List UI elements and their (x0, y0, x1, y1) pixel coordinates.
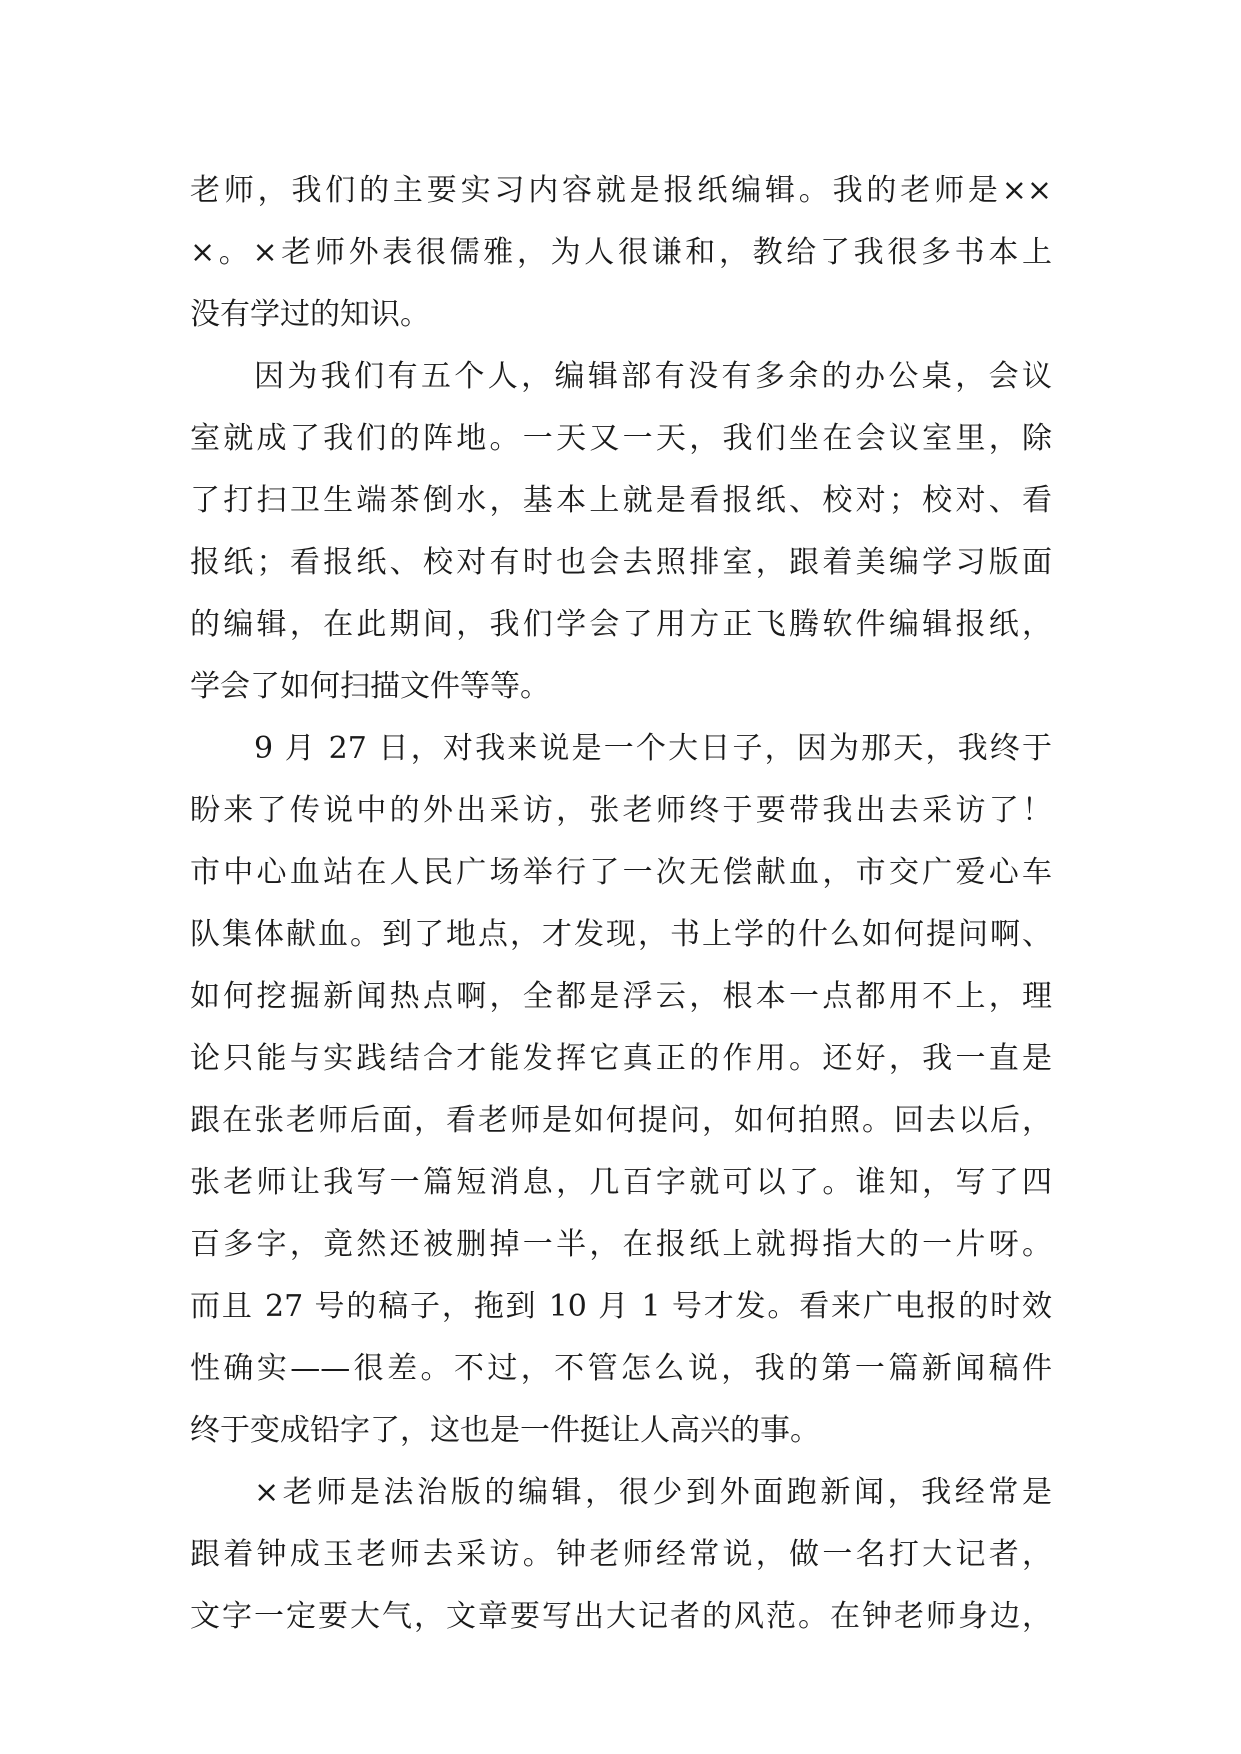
text-line: 而且 27 号的稿子，拖到 10 月 1 号才发。看来广电报的时效 (190, 1289, 1052, 1324)
text-line: ×老师是法治版的编辑，很少到外面跑新闻，我经常是 (254, 1475, 1052, 1510)
text-line: 学会了如何扫描文件等等。 (190, 669, 550, 704)
paragraph-3 (190, 718, 1052, 1462)
text-line: 了打扫卫生端茶倒水，基本上就是看报纸、校对；校对、看 (190, 483, 1052, 518)
text-line: 老师，我们的主要实习内容就是报纸编辑。我的老师是×× (190, 173, 1052, 208)
text-line: 盼来了传说中的外出采访，张老师终于要带我出去采访了！ (190, 793, 1052, 828)
text-line: 的编辑，在此期间，我们学会了用方正飞腾软件编辑报纸， (190, 607, 1052, 642)
text-line: 市中心血站在人民广场举行了一次无偿献血，市交广爱心车 (190, 855, 1052, 890)
text-line: 跟在张老师后面，看老师是如何提问，如何拍照。回去以后， (190, 1103, 1052, 1138)
document-body (190, 160, 1052, 1648)
text-line: 性确实——很差。不过，不管怎么说，我的第一篇新闻稿件 (190, 1351, 1052, 1386)
text-line: 百多字，竟然还被删掉一半，在报纸上就拇指大的一片呀。 (190, 1227, 1052, 1262)
text-line: ×。×老师外表很儒雅，为人很谦和，教给了我很多书本上 (190, 235, 1052, 270)
paragraph-4 (190, 1462, 1052, 1648)
paragraph-2 (190, 346, 1052, 718)
text-line: 张老师让我写一篇短消息，几百字就可以了。谁知，写了四 (190, 1165, 1052, 1200)
text-line: 9 月 27 日，对我来说是一个大日子，因为那天，我终于 (254, 731, 1052, 766)
text-line: 论只能与实践结合才能发挥它真正的作用。还好，我一直是 (190, 1041, 1052, 1076)
text-line: 跟着钟成玉老师去采访。钟老师经常说，做一名打大记者， (190, 1537, 1052, 1572)
text-line: 文字一定要大气，文章要写出大记者的风范。在钟老师身边， (190, 1599, 1052, 1634)
text-line: 如何挖掘新闻热点啊，全都是浮云，根本一点都用不上，理 (190, 979, 1052, 1014)
text-line: 因为我们有五个人，编辑部有没有多余的办公桌，会议 (254, 359, 1052, 394)
text-line: 报纸；看报纸、校对有时也会去照排室，跟着美编学习版面 (190, 545, 1052, 580)
text-line: 没有学过的知识。 (190, 297, 430, 332)
text-line: 终于变成铅字了，这也是一件挺让人高兴的事。 (190, 1413, 820, 1448)
text-line: 队集体献血。到了地点，才发现，书上学的什么如何提问啊、 (190, 917, 1052, 952)
text-line: 室就成了我们的阵地。一天又一天，我们坐在会议室里，除 (190, 421, 1052, 456)
paragraph-1 (190, 160, 1052, 346)
